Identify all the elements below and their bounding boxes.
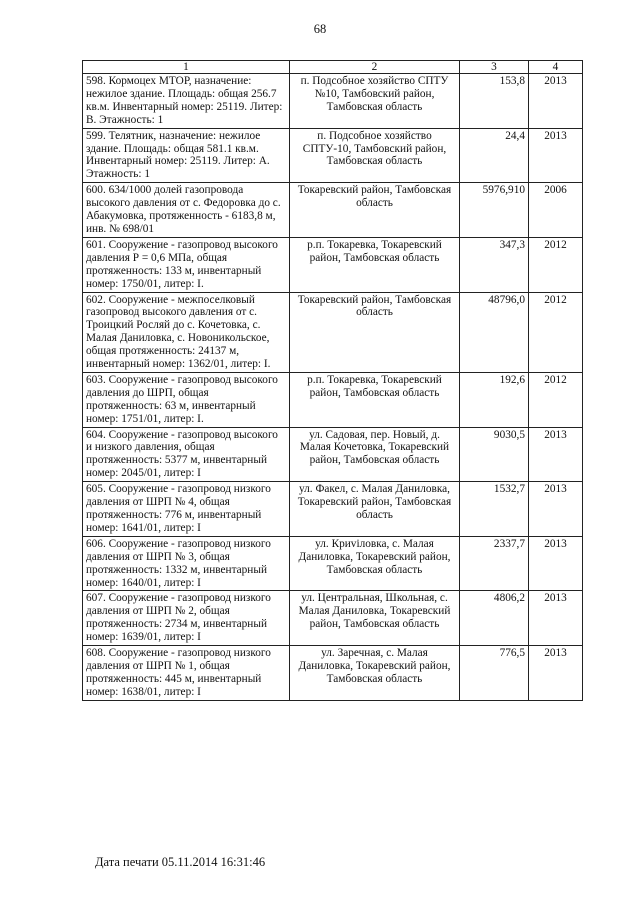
cell-year: 2012 <box>529 292 583 372</box>
table-row <box>83 237 583 292</box>
cell-location: р.п. Токаревка, Токаревский район, Тамбовская область <box>290 372 460 427</box>
cell-location: п. Подсобное хозяйство СПТУ-10, Тамбовский район, Тамбовская область <box>290 128 460 183</box>
table-row <box>83 591 583 646</box>
cell-location: ул. Садовая, пер. Новый, д. Малая Кочетовка, Токаревский район, Тамбовская область <box>290 427 460 482</box>
cell-year: 2013 <box>529 74 583 129</box>
cell-description: 599. Телятник, назначение: нежилое здание. Площадь: общая 581.1 кв.м. Инвентарный номер: 25119. Литер: А. Этажность: 1 <box>83 128 290 183</box>
cell-location: ул. Заречная, с. Малая Даниловка, Токаревский район, Тамбовская область <box>290 646 460 701</box>
cell-description: 606. Сооружение - газопровод низкого давления от ШРП № 3, общая протяженность: 1332 м, инвентарный номер: 1640/01, литер: I <box>83 536 290 591</box>
table-row <box>83 183 583 238</box>
table-row <box>83 482 583 537</box>
cell-description: 600. 634/1000 долей газопровода высокого давления от с. Федоровка до с. Абакумовка, протяженность - 6183,8 м, инв. № 698/01 <box>83 183 290 238</box>
table-row <box>83 646 583 701</box>
cell-year: 2013 <box>529 536 583 591</box>
cell-location: ул. Центральная, Школьная, с. Малая Даниловка, Токаревский район, Тамбовская область <box>290 591 460 646</box>
cell-location: р.п. Токаревка, Токаревский район, Тамбовская область <box>290 237 460 292</box>
cell-value: 5976,910 <box>460 183 529 238</box>
cell-value: 2337,7 <box>460 536 529 591</box>
cell-location: п. Подсобное хозяйство СПТУ №10, Тамбовский район, Тамбовская область <box>290 74 460 129</box>
cell-description: 598. Кормоцех МТОР, назначение: нежилое здание. Площадь: общая 256.7 кв.м. Инвентарный номер: 25119. Литер: В. Этажность: 1 <box>83 74 290 129</box>
column-header-1: 1 <box>83 61 290 74</box>
cell-description: 605. Сооружение - газопровод низкого давления от ШРП № 4, общая протяженность: 776 м, инвентарный номер: 1641/01, литер: I <box>83 482 290 537</box>
cell-year: 2013 <box>529 591 583 646</box>
cell-year: 2012 <box>529 237 583 292</box>
cell-location: ул. Криviловка, с. Малая Даниловка, Токаревский район, Тамбовская область <box>290 536 460 591</box>
cell-value: 9030,5 <box>460 427 529 482</box>
property-registry-table <box>82 60 583 701</box>
cell-description: 608. Сооружение - газопровод низкого давления от ШРП № 1, общая протяженность: 445 м, инвентарный номер: 1638/01, литер: I <box>83 646 290 701</box>
page-number: 68 <box>313 22 327 36</box>
cell-value: 24,4 <box>460 128 529 183</box>
table-row <box>83 372 583 427</box>
cell-year: 2013 <box>529 427 583 482</box>
table-row <box>83 292 583 372</box>
table-row <box>83 74 583 129</box>
cell-value: 153,8 <box>460 74 529 129</box>
cell-year: 2013 <box>529 482 583 537</box>
cell-year: 2013 <box>529 646 583 701</box>
cell-description: 603. Сооружение - газопровод высокого давления до ШРП, общая протяженность: 63 м, инвентарный номер: 1751/01, литер: I. <box>83 372 290 427</box>
print-date: Дата печати 05.11.2014 16:31:46 <box>95 855 266 869</box>
cell-year: 2006 <box>529 183 583 238</box>
cell-description: 607. Сооружение - газопровод низкого давления от ШРП № 2, общая протяженность: 2734 м, инвентарный номер: 1639/01, литер: I <box>83 591 290 646</box>
table-row <box>83 128 583 183</box>
table-row <box>83 536 583 591</box>
cell-year: 2012 <box>529 372 583 427</box>
cell-value: 1532,7 <box>460 482 529 537</box>
table-row <box>83 427 583 482</box>
column-header-3: 3 <box>460 61 529 74</box>
table-header-row <box>83 61 583 74</box>
cell-description: 604. Сооружение - газопровод высокого и низкого давления, общая протяженность: 5377 м, инвентарный номер: 2045/01, литер: I <box>83 427 290 482</box>
cell-description: 601. Сооружение - газопровод высокого давления Р = 0,6 МПа, общая протяженность: 133 м, инвентарный номер: 1750/01, литер: I. <box>83 237 290 292</box>
cell-value: 192,6 <box>460 372 529 427</box>
cell-value: 48796,0 <box>460 292 529 372</box>
cell-location: Токаревский район, Тамбовская область <box>290 183 460 238</box>
column-header-4: 4 <box>529 61 583 74</box>
cell-year: 2013 <box>529 128 583 183</box>
cell-description: 602. Сооружение - межпоселковый газопровод высокого давления от с. Троицкий Росляй до с. Кочетовка, с. Малая Даниловка, с. Новоникольское, общая протяженность: 24137 м, инвентарный номер: 1362/01, литер: I. <box>83 292 290 372</box>
cell-value: 347,3 <box>460 237 529 292</box>
table-body <box>83 74 583 701</box>
cell-value: 776,5 <box>460 646 529 701</box>
cell-location: Токаревский район, Тамбовская область <box>290 292 460 372</box>
cell-location: ул. Факел, с. Малая Даниловка, Токаревский район, Тамбовская область <box>290 482 460 537</box>
cell-value: 4806,2 <box>460 591 529 646</box>
column-header-2: 2 <box>290 61 460 74</box>
